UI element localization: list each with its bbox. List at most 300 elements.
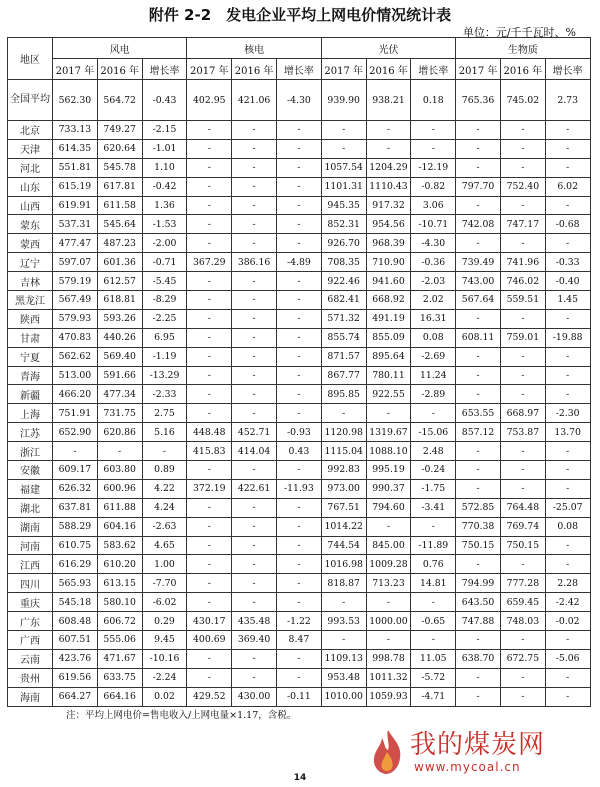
value-cell: 435.48 bbox=[232, 612, 277, 631]
value-cell: - bbox=[187, 668, 232, 687]
value-cell: - bbox=[321, 139, 366, 158]
region-cell: 甘肃 bbox=[8, 328, 53, 347]
value-cell: 867.77 bbox=[321, 366, 366, 385]
value-cell: - bbox=[187, 366, 232, 385]
value-cell: - bbox=[545, 366, 590, 385]
value-cell: 551.81 bbox=[53, 158, 98, 177]
value-cell: - bbox=[366, 404, 411, 423]
value-cell: 579.19 bbox=[53, 272, 98, 291]
value-cell: - bbox=[276, 234, 321, 253]
value-cell: - bbox=[321, 121, 366, 140]
value-cell: 423.76 bbox=[53, 649, 98, 668]
value-cell: - bbox=[232, 215, 277, 234]
value-cell: - bbox=[276, 177, 321, 196]
value-cell: 11.05 bbox=[411, 649, 456, 668]
value-cell: 607.51 bbox=[53, 631, 98, 650]
value-cell: - bbox=[366, 121, 411, 140]
value-cell: -2.03 bbox=[411, 272, 456, 291]
value-cell: 608.11 bbox=[456, 328, 501, 347]
region-cell: 河北 bbox=[8, 158, 53, 177]
value-cell: - bbox=[411, 631, 456, 650]
value-cell: - bbox=[500, 366, 545, 385]
value-cell: 477.34 bbox=[97, 385, 142, 404]
value-cell: 780.11 bbox=[366, 366, 411, 385]
value-cell: - bbox=[411, 404, 456, 423]
value-cell: 16.31 bbox=[411, 309, 456, 328]
value-cell: 604.16 bbox=[97, 517, 142, 536]
value-cell: -2.24 bbox=[142, 668, 187, 687]
value-cell: 0.02 bbox=[142, 687, 187, 706]
region-cell: 山东 bbox=[8, 177, 53, 196]
table-row bbox=[8, 536, 591, 555]
region-cell: 四川 bbox=[8, 574, 53, 593]
value-cell: -2.30 bbox=[545, 404, 590, 423]
value-cell: -0.65 bbox=[411, 612, 456, 631]
region-cell: 海南 bbox=[8, 687, 53, 706]
value-cell: - bbox=[232, 347, 277, 366]
value-cell: 917.32 bbox=[366, 196, 411, 215]
header-growth: 增长率 bbox=[142, 59, 187, 80]
value-cell: - bbox=[232, 291, 277, 310]
value-cell: - bbox=[97, 442, 142, 461]
value-cell: - bbox=[456, 366, 501, 385]
value-cell: - bbox=[500, 479, 545, 498]
value-cell: -2.25 bbox=[142, 309, 187, 328]
value-cell: 1009.28 bbox=[366, 555, 411, 574]
header-year: 2016 年 bbox=[500, 59, 545, 80]
value-cell: - bbox=[545, 139, 590, 158]
value-cell: 487.23 bbox=[97, 234, 142, 253]
value-cell: 713.23 bbox=[366, 574, 411, 593]
value-cell: 583.62 bbox=[97, 536, 142, 555]
page-number: 14 bbox=[293, 773, 307, 783]
value-cell: 2.75 bbox=[142, 404, 187, 423]
value-cell: - bbox=[456, 196, 501, 215]
value-cell: - bbox=[500, 461, 545, 480]
header-year: 2017 年 bbox=[321, 59, 366, 80]
value-cell: - bbox=[500, 139, 545, 158]
value-cell: - bbox=[187, 517, 232, 536]
value-cell: -4.30 bbox=[276, 80, 321, 121]
value-cell: 620.86 bbox=[97, 423, 142, 442]
value-cell: 990.37 bbox=[366, 479, 411, 498]
value-cell: - bbox=[276, 649, 321, 668]
value-cell: 664.27 bbox=[53, 687, 98, 706]
value-cell: - bbox=[276, 536, 321, 555]
value-cell: -1.53 bbox=[142, 215, 187, 234]
value-cell: - bbox=[366, 593, 411, 612]
value-cell: 871.57 bbox=[321, 347, 366, 366]
value-cell: 770.38 bbox=[456, 517, 501, 536]
value-cell: -0.11 bbox=[276, 687, 321, 706]
value-cell: 749.27 bbox=[97, 121, 142, 140]
value-cell: - bbox=[456, 631, 501, 650]
value-cell: - bbox=[500, 668, 545, 687]
table-row bbox=[8, 253, 591, 272]
value-cell: 922.46 bbox=[321, 272, 366, 291]
table-row bbox=[8, 272, 591, 291]
region-cell: 江西 bbox=[8, 555, 53, 574]
header-group-biomass: 生物质 bbox=[456, 38, 590, 59]
value-cell: -0.33 bbox=[545, 253, 590, 272]
value-cell: 993.53 bbox=[321, 612, 366, 631]
value-cell: - bbox=[456, 668, 501, 687]
value-cell: 922.55 bbox=[366, 385, 411, 404]
value-cell: 14.81 bbox=[411, 574, 456, 593]
value-cell: 471.67 bbox=[97, 649, 142, 668]
value-cell: - bbox=[456, 555, 501, 574]
value-cell: 664.16 bbox=[97, 687, 142, 706]
value-cell: 430.00 bbox=[232, 687, 277, 706]
value-cell: 682.41 bbox=[321, 291, 366, 310]
value-cell: 857.12 bbox=[456, 423, 501, 442]
value-cell: - bbox=[232, 158, 277, 177]
value-cell: 1319.67 bbox=[366, 423, 411, 442]
value-cell: - bbox=[187, 272, 232, 291]
value-cell: - bbox=[232, 555, 277, 574]
value-cell: 1.36 bbox=[142, 196, 187, 215]
value-cell: 0.08 bbox=[411, 328, 456, 347]
table-row bbox=[8, 309, 591, 328]
value-cell: 1120.98 bbox=[321, 423, 366, 442]
value-cell: -0.68 bbox=[545, 215, 590, 234]
region-cell: 全国平均 bbox=[8, 80, 53, 121]
value-cell: - bbox=[276, 328, 321, 347]
page-title: 附件 2-2 发电企业平均上网电价情况统计表 bbox=[148, 6, 452, 24]
value-cell: 545.64 bbox=[97, 215, 142, 234]
header-group-solar: 光伏 bbox=[321, 38, 455, 59]
value-cell: 941.60 bbox=[366, 272, 411, 291]
value-cell: - bbox=[187, 309, 232, 328]
value-cell: -0.71 bbox=[142, 253, 187, 272]
value-cell: -4.71 bbox=[411, 687, 456, 706]
table-row bbox=[8, 423, 591, 442]
value-cell: 422.61 bbox=[232, 479, 277, 498]
header-group-wind: 风电 bbox=[53, 38, 187, 59]
value-cell: 739.49 bbox=[456, 253, 501, 272]
value-cell: 668.92 bbox=[366, 291, 411, 310]
watermark-url: www.mycoal.cn bbox=[414, 760, 521, 774]
value-cell: -7.70 bbox=[142, 574, 187, 593]
value-cell: - bbox=[545, 555, 590, 574]
value-cell: 995.19 bbox=[366, 461, 411, 480]
value-cell: 2.02 bbox=[411, 291, 456, 310]
value-cell: 400.69 bbox=[187, 631, 232, 650]
value-cell: 744.54 bbox=[321, 536, 366, 555]
value-cell: - bbox=[276, 498, 321, 517]
header-year: 2016 年 bbox=[366, 59, 411, 80]
value-cell: 4.65 bbox=[142, 536, 187, 555]
value-cell: 1016.98 bbox=[321, 555, 366, 574]
value-cell: - bbox=[545, 536, 590, 555]
value-cell: - bbox=[276, 158, 321, 177]
value-cell: - bbox=[187, 291, 232, 310]
value-cell: - bbox=[500, 347, 545, 366]
value-cell: -5.06 bbox=[545, 649, 590, 668]
value-cell: 1059.93 bbox=[366, 687, 411, 706]
value-cell: - bbox=[232, 668, 277, 687]
value-cell: - bbox=[545, 631, 590, 650]
value-cell: 968.39 bbox=[366, 234, 411, 253]
value-cell: - bbox=[276, 555, 321, 574]
value-cell: -2.15 bbox=[142, 121, 187, 140]
table-row bbox=[8, 442, 591, 461]
region-cell: 吉林 bbox=[8, 272, 53, 291]
value-cell: - bbox=[232, 385, 277, 404]
value-cell: -1.19 bbox=[142, 347, 187, 366]
value-cell: - bbox=[187, 498, 232, 517]
region-cell: 北京 bbox=[8, 121, 53, 140]
value-cell: 372.19 bbox=[187, 479, 232, 498]
value-cell: - bbox=[187, 536, 232, 555]
value-cell: 998.78 bbox=[366, 649, 411, 668]
value-cell: 954.56 bbox=[366, 215, 411, 234]
value-cell: - bbox=[545, 668, 590, 687]
value-cell: 992.83 bbox=[321, 461, 366, 480]
table-row bbox=[8, 215, 591, 234]
value-cell: - bbox=[321, 593, 366, 612]
value-cell: 612.57 bbox=[97, 272, 142, 291]
value-cell: -11.93 bbox=[276, 479, 321, 498]
value-cell: 1011.32 bbox=[366, 668, 411, 687]
value-cell: 9.45 bbox=[142, 631, 187, 650]
region-cell: 重庆 bbox=[8, 593, 53, 612]
value-cell: -0.24 bbox=[411, 461, 456, 480]
value-cell: - bbox=[187, 328, 232, 347]
region-cell: 福建 bbox=[8, 479, 53, 498]
region-cell: 黑龙江 bbox=[8, 291, 53, 310]
value-cell: 545.78 bbox=[97, 158, 142, 177]
value-cell: - bbox=[545, 385, 590, 404]
value-cell: - bbox=[276, 272, 321, 291]
value-cell: 430.17 bbox=[187, 612, 232, 631]
value-cell: -2.33 bbox=[142, 385, 187, 404]
value-cell: - bbox=[366, 631, 411, 650]
value-cell: - bbox=[187, 461, 232, 480]
value-cell: - bbox=[321, 404, 366, 423]
value-cell: - bbox=[187, 158, 232, 177]
table-row bbox=[8, 593, 591, 612]
value-cell: 597.07 bbox=[53, 253, 98, 272]
table-row bbox=[8, 158, 591, 177]
value-cell: - bbox=[545, 158, 590, 177]
value-cell: 0.89 bbox=[142, 461, 187, 480]
value-cell: -0.40 bbox=[545, 272, 590, 291]
table-row bbox=[8, 555, 591, 574]
value-cell: 1.00 bbox=[142, 555, 187, 574]
value-cell: 613.15 bbox=[97, 574, 142, 593]
value-cell: 545.18 bbox=[53, 593, 98, 612]
value-cell: 537.31 bbox=[53, 215, 98, 234]
value-cell: -2.42 bbox=[545, 593, 590, 612]
value-cell: 747.17 bbox=[500, 215, 545, 234]
value-cell: -1.22 bbox=[276, 612, 321, 631]
value-cell: 619.91 bbox=[53, 196, 98, 215]
value-cell: - bbox=[276, 347, 321, 366]
value-cell: 466.20 bbox=[53, 385, 98, 404]
value-cell: 708.35 bbox=[321, 253, 366, 272]
value-cell: 973.00 bbox=[321, 479, 366, 498]
value-cell: 470.83 bbox=[53, 328, 98, 347]
value-cell: 1014.22 bbox=[321, 517, 366, 536]
value-cell: - bbox=[276, 291, 321, 310]
value-cell: - bbox=[232, 328, 277, 347]
table-row bbox=[8, 687, 591, 706]
value-cell: -10.16 bbox=[142, 649, 187, 668]
value-cell: 637.81 bbox=[53, 498, 98, 517]
value-cell: - bbox=[500, 385, 545, 404]
table-row bbox=[8, 631, 591, 650]
value-cell: - bbox=[187, 121, 232, 140]
value-cell: 751.91 bbox=[53, 404, 98, 423]
value-cell: 777.28 bbox=[500, 574, 545, 593]
header-year: 2016 年 bbox=[97, 59, 142, 80]
table-row bbox=[8, 612, 591, 631]
header-year: 2017 年 bbox=[187, 59, 232, 80]
value-cell: -0.82 bbox=[411, 177, 456, 196]
value-cell: 555.06 bbox=[97, 631, 142, 650]
header-row-groups bbox=[8, 38, 591, 59]
value-cell: 747.88 bbox=[456, 612, 501, 631]
table-row bbox=[8, 347, 591, 366]
value-cell: 562.30 bbox=[53, 80, 98, 121]
region-cell: 蒙西 bbox=[8, 234, 53, 253]
region-cell: 天津 bbox=[8, 139, 53, 158]
value-cell: -1.01 bbox=[142, 139, 187, 158]
value-cell: - bbox=[456, 461, 501, 480]
value-cell: - bbox=[411, 121, 456, 140]
value-cell: - bbox=[232, 593, 277, 612]
value-cell: 750.15 bbox=[456, 536, 501, 555]
value-cell: 588.29 bbox=[53, 517, 98, 536]
value-cell: 600.96 bbox=[97, 479, 142, 498]
value-cell: 615.19 bbox=[53, 177, 98, 196]
region-cell: 安徽 bbox=[8, 461, 53, 480]
header-row-years bbox=[8, 59, 591, 80]
value-cell: - bbox=[232, 536, 277, 555]
table-row bbox=[8, 177, 591, 196]
value-cell: 794.60 bbox=[366, 498, 411, 517]
value-cell: -11.89 bbox=[411, 536, 456, 555]
value-cell: - bbox=[500, 196, 545, 215]
value-cell: - bbox=[187, 649, 232, 668]
value-cell: 748.03 bbox=[500, 612, 545, 631]
table-row bbox=[8, 121, 591, 140]
table-row bbox=[8, 139, 591, 158]
value-cell: - bbox=[232, 649, 277, 668]
value-cell: - bbox=[276, 668, 321, 687]
value-cell: 369.40 bbox=[232, 631, 277, 650]
value-cell: - bbox=[456, 687, 501, 706]
value-cell: - bbox=[142, 442, 187, 461]
value-cell: 0.18 bbox=[411, 80, 456, 121]
value-cell: 564.72 bbox=[97, 80, 142, 121]
value-cell: 672.75 bbox=[500, 649, 545, 668]
value-cell: 611.58 bbox=[97, 196, 142, 215]
value-cell: 753.87 bbox=[500, 423, 545, 442]
value-cell: 571.32 bbox=[321, 309, 366, 328]
value-cell: 939.90 bbox=[321, 80, 366, 121]
value-cell: - bbox=[187, 139, 232, 158]
value-cell: - bbox=[500, 121, 545, 140]
value-cell: 565.93 bbox=[53, 574, 98, 593]
value-cell: 938.21 bbox=[366, 80, 411, 121]
value-cell: - bbox=[545, 234, 590, 253]
region-cell: 宁夏 bbox=[8, 347, 53, 366]
value-cell: - bbox=[456, 121, 501, 140]
value-cell: 668.97 bbox=[500, 404, 545, 423]
value-cell: 759.01 bbox=[500, 328, 545, 347]
value-cell: - bbox=[232, 121, 277, 140]
value-cell: 1110.43 bbox=[366, 177, 411, 196]
value-cell: -3.41 bbox=[411, 498, 456, 517]
value-cell: 1204.29 bbox=[366, 158, 411, 177]
value-cell: 2.28 bbox=[545, 574, 590, 593]
value-cell: -5.45 bbox=[142, 272, 187, 291]
value-cell: 448.48 bbox=[187, 423, 232, 442]
value-cell: - bbox=[187, 404, 232, 423]
value-cell: - bbox=[500, 631, 545, 650]
value-cell: 619.56 bbox=[53, 668, 98, 687]
value-cell: 652.90 bbox=[53, 423, 98, 442]
value-cell: 2.73 bbox=[545, 80, 590, 121]
value-cell: 1109.13 bbox=[321, 649, 366, 668]
value-cell: -1.75 bbox=[411, 479, 456, 498]
value-cell: 1000.00 bbox=[366, 612, 411, 631]
table-row bbox=[8, 668, 591, 687]
value-cell: 415.83 bbox=[187, 442, 232, 461]
value-cell: -13.29 bbox=[142, 366, 187, 385]
value-cell: 1101.31 bbox=[321, 177, 366, 196]
value-cell: 0.29 bbox=[142, 612, 187, 631]
value-cell: 895.64 bbox=[366, 347, 411, 366]
value-cell: 567.64 bbox=[456, 291, 501, 310]
value-cell: 593.26 bbox=[97, 309, 142, 328]
value-cell: 794.99 bbox=[456, 574, 501, 593]
value-cell: 440.26 bbox=[97, 328, 142, 347]
value-cell: - bbox=[187, 555, 232, 574]
value-cell: -0.42 bbox=[142, 177, 187, 196]
value-cell: -2.69 bbox=[411, 347, 456, 366]
value-cell: 0.08 bbox=[545, 517, 590, 536]
value-cell: - bbox=[456, 309, 501, 328]
value-cell: 767.51 bbox=[321, 498, 366, 517]
region-cell: 湖北 bbox=[8, 498, 53, 517]
value-cell: - bbox=[232, 517, 277, 536]
table-row bbox=[8, 385, 591, 404]
value-cell: - bbox=[187, 593, 232, 612]
value-cell: 610.20 bbox=[97, 555, 142, 574]
value-cell: - bbox=[187, 347, 232, 366]
value-cell: 1.10 bbox=[142, 158, 187, 177]
value-cell: 477.47 bbox=[53, 234, 98, 253]
header-year: 2016 年 bbox=[232, 59, 277, 80]
value-cell: - bbox=[276, 593, 321, 612]
value-cell: - bbox=[500, 234, 545, 253]
value-cell: - bbox=[366, 517, 411, 536]
value-cell: 5.16 bbox=[142, 423, 187, 442]
region-cell: 贵州 bbox=[8, 668, 53, 687]
value-cell: - bbox=[545, 442, 590, 461]
value-cell: 1057.54 bbox=[321, 158, 366, 177]
value-cell: -12.19 bbox=[411, 158, 456, 177]
value-cell: -25.07 bbox=[545, 498, 590, 517]
value-cell: - bbox=[53, 442, 98, 461]
header-growth: 增长率 bbox=[276, 59, 321, 80]
value-cell: - bbox=[411, 593, 456, 612]
value-cell: 743.00 bbox=[456, 272, 501, 291]
value-cell: 745.02 bbox=[500, 80, 545, 121]
